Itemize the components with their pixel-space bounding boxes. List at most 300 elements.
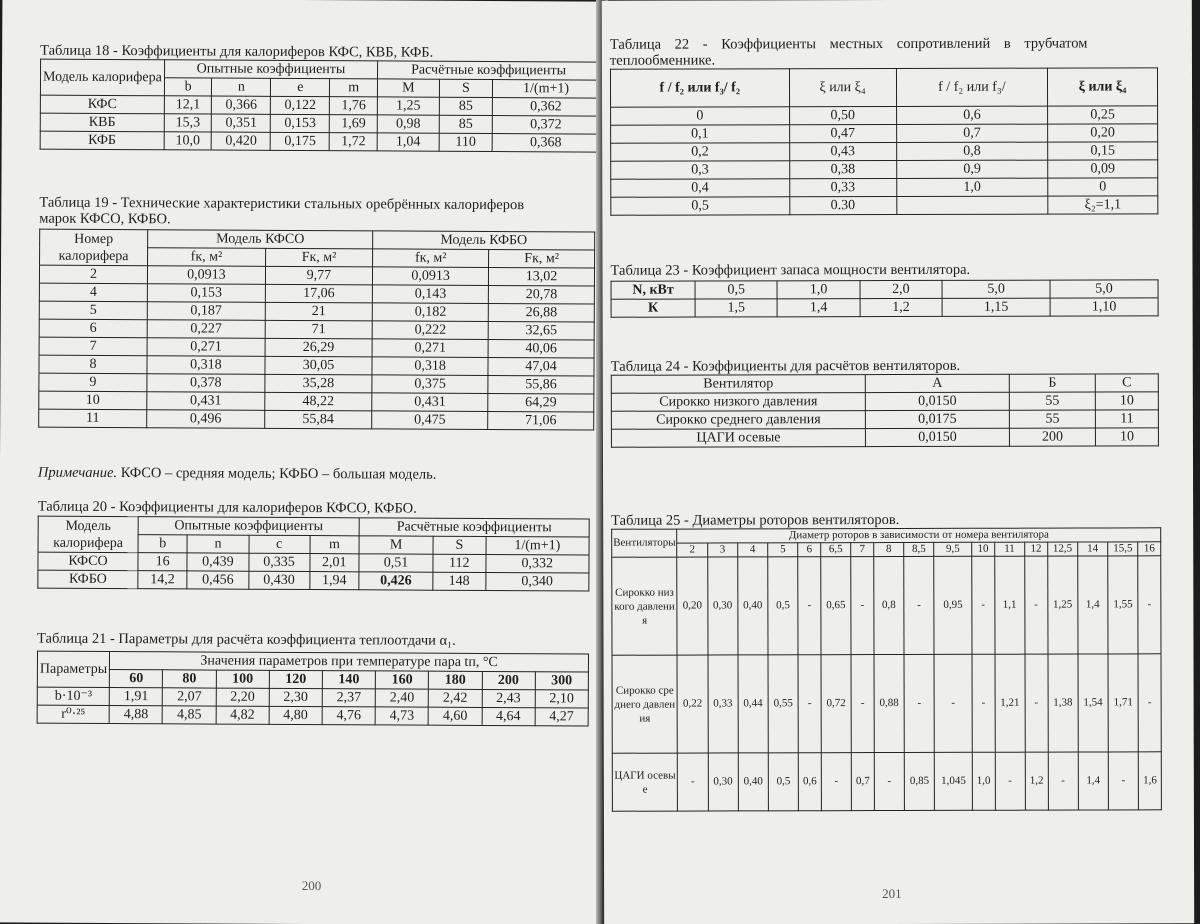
table-cell: 2,40	[375, 689, 428, 707]
table-cell: 48,22	[265, 392, 372, 411]
table-cell: f / f₂ или f₃/	[896, 68, 1047, 106]
table-cell: 8	[874, 542, 904, 556]
table-21-param-header: Параметры	[37, 651, 110, 687]
table-cell: 0,0150	[865, 392, 1009, 410]
table-cell: 12,5	[1047, 542, 1077, 556]
table-cell: 0,7	[851, 753, 874, 811]
table-cell: 11	[994, 542, 1024, 556]
table-20-model-header: Модель калорифера	[38, 516, 138, 553]
table-cell: 0,143	[373, 285, 489, 304]
table-row	[611, 178, 1158, 197]
table-cell: b	[138, 535, 187, 553]
table-cell: 8	[39, 355, 147, 374]
table-cell: m	[330, 79, 378, 97]
table-cell: -	[874, 752, 904, 810]
table-cell: 0,496	[147, 410, 265, 429]
table-cell: 0,98	[377, 115, 439, 133]
table-cell: 1,1	[994, 556, 1024, 654]
table-cell: -	[972, 556, 995, 654]
table-cell: 0,0913	[373, 267, 489, 286]
table-18-model-header: Модель калорифера	[40, 59, 164, 96]
table-cell: 0,5	[768, 557, 798, 655]
table-cell: -	[798, 655, 821, 753]
table-cell: b	[164, 78, 212, 96]
table-cell: 0,15	[1048, 142, 1158, 160]
table-cell: -	[972, 654, 995, 752]
table-19-kfso-header: Модель КФСО	[148, 230, 373, 249]
table-cell: ξ или ξ₄	[789, 69, 896, 107]
table-row	[40, 131, 599, 152]
table-cell: 0,8	[874, 556, 904, 654]
table-cell: 0,456	[187, 571, 248, 589]
table-24	[611, 373, 1159, 447]
table-cell: 0,187	[147, 302, 265, 321]
table-cell: 0,40	[738, 557, 768, 655]
table-cell: 100	[216, 670, 269, 688]
table-cell: 0,368	[492, 134, 599, 153]
table-18	[40, 59, 600, 153]
table-cell: 13,02	[489, 267, 595, 286]
table-cell: 0,40	[738, 753, 768, 811]
table-cell: 1,94	[309, 572, 358, 590]
table-row	[612, 752, 1161, 811]
table-cell: 0,3	[611, 161, 790, 179]
table-cell: 55,86	[488, 375, 594, 394]
table-cell: 14	[1078, 542, 1108, 556]
table-row	[37, 705, 588, 726]
table-cell: 0,88	[874, 654, 904, 752]
table-row	[611, 106, 1158, 125]
table-cell: 2,10	[535, 690, 588, 708]
table-cell: 55	[1009, 410, 1095, 428]
table-row	[39, 409, 594, 430]
table-cell: 2	[677, 543, 707, 557]
table-cell: 0,5	[611, 197, 790, 215]
table-cell: 1/(m+1)	[493, 80, 600, 99]
table-cell: 0,222	[372, 321, 488, 340]
table-20-caption: Таблица 20 - Коэффициенты для калориферов КФСО, КФБО.	[37, 498, 417, 517]
table-cell: 4	[738, 543, 768, 557]
table-cell: ξ₂=1,1	[1048, 196, 1158, 214]
table-cell: 0,318	[147, 356, 265, 375]
table-cell: S	[433, 536, 486, 554]
table-cell: -	[1025, 654, 1048, 752]
table-row	[611, 196, 1158, 215]
table-cell: 12,1	[164, 96, 212, 114]
table-cell: 17,06	[265, 284, 372, 303]
table-cell: 1,6	[1138, 752, 1161, 810]
table-cell: Сирокко низкого давления	[611, 393, 865, 412]
table-21	[37, 651, 589, 727]
table-cell: КФСО	[38, 552, 138, 571]
table-cell: 2,42	[429, 689, 482, 707]
table-cell: 300	[535, 672, 588, 690]
table-cell: КФС	[40, 95, 164, 114]
table-cell: 120	[269, 670, 322, 688]
table-cell: 1,0	[777, 281, 859, 299]
table-19-caption-line1: Таблица 19 - Технические характеристики стальных оребрённых калориферов	[39, 194, 525, 214]
table-cell: -	[851, 557, 874, 655]
table-cell: -	[821, 753, 851, 811]
table-cell: 0,153	[147, 284, 265, 303]
note	[38, 465, 437, 484]
table-cell: 2,37	[322, 689, 375, 707]
table-cell: 0,2	[611, 143, 790, 161]
table-cell: 80	[163, 670, 216, 688]
table-cell: 4,82	[216, 706, 269, 724]
table-cell: 0,7	[896, 124, 1047, 142]
table-cell: 6	[39, 319, 147, 338]
table-cell: 0,122	[271, 96, 330, 114]
table-cell: -	[934, 654, 972, 752]
table-cell: 0,426	[359, 572, 433, 590]
table-cell: 1/(m+1)	[486, 536, 589, 555]
table-cell: fк, м²	[148, 248, 266, 267]
table-cell: 0,0175	[865, 410, 1009, 428]
table-cell: 0,182	[372, 303, 488, 322]
table-cell: 1,15	[942, 298, 1050, 316]
table-cell: n	[212, 78, 271, 96]
table-cell: 40,06	[488, 339, 594, 358]
table-22-caption-line2: теплообменнике.	[609, 52, 716, 69]
table-cell: 0,44	[738, 655, 768, 753]
table-cell: 1,2	[1025, 752, 1048, 810]
table-cell: Fк, м²	[489, 249, 595, 268]
table-cell: 4,85	[163, 706, 216, 724]
table-cell: 2	[39, 265, 147, 284]
table-cell: 1,55	[1108, 556, 1138, 654]
table-cell: 0,362	[492, 98, 599, 117]
table-cell: 9,5	[934, 542, 972, 556]
table-cell: -	[904, 654, 934, 752]
table-cell: 0,475	[372, 411, 488, 430]
note-text: КФСО – средняя модель; КФБО – большая модель.	[120, 465, 437, 483]
table-cell: 0,43	[789, 143, 896, 161]
table-cell: 0,431	[372, 393, 488, 412]
table-cell: 11	[1095, 410, 1158, 428]
table-cell: 4,73	[375, 707, 428, 725]
table-25	[611, 527, 1162, 811]
table-cell: 0,95	[934, 556, 972, 654]
table-18-exp-header: Опытные коэффициенты	[164, 60, 377, 79]
table-cell: 30,05	[265, 356, 372, 375]
table-cell: 0,30	[708, 753, 738, 811]
right-page	[602, 0, 1194, 924]
table-cell: Вентилятор	[611, 375, 865, 394]
table-row	[38, 570, 589, 591]
table-cell: 0,33	[789, 179, 896, 197]
table-cell: 0,4	[611, 179, 790, 197]
table-cell: M	[377, 79, 439, 97]
table-cell: 3	[707, 543, 737, 557]
table-cell: 85	[439, 97, 492, 115]
table-25-numbers-row	[612, 542, 1161, 557]
table-cell: 0,271	[147, 338, 265, 357]
table-cell: 1,21	[995, 654, 1025, 752]
table-21-values-header: Значения параметров при температуре пара tп, °С	[110, 652, 589, 673]
table-cell: 85	[439, 115, 492, 133]
page-number-right: 201	[882, 885, 902, 902]
table-cell: 0,340	[485, 572, 588, 591]
table-cell: f / f₂ или f₃/ f₂	[610, 69, 789, 107]
table-cell: 160	[375, 671, 428, 689]
table-cell: 0,227	[147, 320, 265, 339]
table-25-caption: Таблица 25 - Диаметры роторов вентиляторов.	[611, 511, 900, 529]
table-cell: 0,5	[695, 281, 777, 299]
table-cell: 0,175	[271, 132, 330, 150]
table-cell: КВБ	[40, 113, 164, 132]
note-label: Примечание.	[37, 464, 118, 482]
table-cell: 55,84	[264, 410, 371, 429]
table-row	[611, 142, 1158, 161]
table-cell: r⁰·²⁵	[37, 705, 109, 723]
table-cell: -	[1025, 556, 1048, 654]
table-cell: 1,4	[1078, 556, 1108, 654]
table-cell: 0,372	[492, 116, 599, 135]
table-cell: 4,60	[428, 707, 481, 725]
table-cell: 200	[482, 671, 535, 689]
table-cell: 1,5	[695, 299, 777, 317]
table-row	[611, 392, 1158, 411]
table-19	[38, 229, 595, 431]
table-cell: 2,20	[216, 688, 269, 706]
table-cell: 200	[1009, 428, 1095, 446]
table-cell: e	[271, 78, 330, 96]
table-cell: 5	[768, 543, 798, 557]
table-cell: 26,29	[265, 338, 372, 357]
table-cell: 16	[1138, 542, 1161, 556]
table-cell: 0,430	[248, 571, 309, 589]
table-cell: Сирокко среднего давления	[611, 411, 865, 430]
table-cell: 0,153	[271, 114, 330, 132]
table-cell: 21	[265, 302, 372, 321]
table-row	[611, 280, 1158, 299]
table-cell: 0,20	[1048, 124, 1158, 142]
table-cell: 10	[1095, 392, 1158, 410]
table-cell: 11	[39, 409, 147, 428]
table-cell: M	[359, 536, 433, 554]
table-cell: 4,27	[535, 708, 588, 726]
table-25-fan-header: Вентиляторы	[612, 529, 677, 557]
table-cell: 0,5	[768, 753, 798, 811]
table-cell: 1,045	[935, 752, 973, 810]
table-cell: ξ или ξ₄	[1048, 68, 1158, 106]
table-cell: 0,318	[372, 357, 488, 376]
table-20-calc-header: Расчётные коэффициенты	[359, 518, 589, 537]
table-cell: 10	[972, 542, 995, 556]
table-cell: -	[1138, 654, 1161, 752]
table-cell: 6	[798, 543, 821, 557]
table-cell: 10,0	[164, 132, 212, 150]
table-cell: 0,351	[212, 114, 271, 132]
table-cell: 0	[611, 107, 790, 125]
table-cell: Fк, м²	[265, 248, 372, 267]
table-cell: Сирокко низкого давления	[612, 557, 678, 655]
table-cell: 10	[1096, 428, 1159, 446]
table-row	[612, 654, 1161, 753]
table-23-caption: Таблица 23 - Коэффициент запаса мощности вентилятора.	[610, 261, 971, 279]
table-cell: 1,91	[110, 688, 163, 706]
table-cell: 9	[39, 373, 147, 392]
table-22-header-row	[610, 68, 1157, 107]
table-cell: m	[310, 536, 359, 554]
table-cell: 1,25	[377, 97, 439, 115]
table-cell: -	[678, 753, 708, 811]
table-cell: 1,0	[972, 752, 995, 810]
table-cell: 0.30	[789, 197, 896, 215]
table-cell: -	[1048, 752, 1078, 810]
table-cell: 112	[433, 554, 486, 572]
table-cell: 64,29	[488, 393, 594, 412]
table-cell: 0,420	[212, 132, 271, 150]
table-cell: 0,0913	[147, 266, 265, 285]
table-cell: b·10⁻³	[37, 687, 109, 705]
table-cell: 1,69	[330, 115, 378, 133]
table-cell: 0,439	[187, 553, 248, 571]
table-cell: 0,0150	[865, 428, 1009, 446]
table-cell: 0,6	[798, 753, 821, 811]
table-22	[610, 67, 1158, 215]
table-18-caption: Таблица 18 - Коэффициенты для калориферов КФС, КВБ, КФБ.	[40, 42, 434, 61]
table-cell: Сирокко среднего давления	[612, 655, 678, 753]
table-cell: 2,0	[860, 280, 942, 298]
table-row	[612, 556, 1161, 655]
table-cell: 4,64	[482, 707, 535, 725]
table-cell: 2,07	[163, 688, 216, 706]
table-cell: 7	[39, 337, 147, 356]
table-cell: 1,10	[1050, 298, 1158, 316]
table-row	[611, 298, 1158, 317]
table-cell: 0,65	[821, 557, 851, 655]
table-cell: 14,2	[138, 571, 187, 589]
table-cell: 15,3	[164, 114, 212, 132]
table-19-num-header: Номер калорифера	[40, 229, 148, 266]
table-cell: К	[611, 299, 695, 317]
table-23	[611, 279, 1159, 317]
table-cell: N, кВт	[611, 281, 695, 299]
table-cell: 47,04	[488, 357, 594, 376]
table-cell: 0,30	[707, 557, 737, 655]
table-cell: 0,47	[789, 125, 896, 143]
table-24-header-row	[611, 374, 1158, 393]
table-cell: fк, м²	[373, 249, 489, 268]
table-cell: 0	[1048, 178, 1158, 196]
table-cell: 1,04	[377, 133, 439, 151]
table-25-diam-header: Диаметр роторов в зависимости от номера вентилятора	[677, 528, 1161, 543]
table-cell: 71,06	[488, 411, 594, 430]
table-21-caption: Таблица 21 - Параметры для расчёта коэффициента теплоотдачи α₁.	[37, 630, 456, 649]
table-cell: 0,22	[677, 655, 707, 753]
table-row	[611, 160, 1158, 179]
table-cell: -	[851, 655, 874, 753]
table-cell: 7	[851, 543, 874, 557]
table-cell: 10	[39, 391, 147, 410]
table-cell: 1,0	[896, 178, 1047, 196]
table-cell: 0,9	[896, 160, 1047, 178]
table-cell: 1,4	[777, 299, 859, 317]
table-cell: 4,76	[322, 707, 375, 725]
table-cell: 1,72	[330, 133, 378, 151]
table-cell: 2,30	[269, 688, 322, 706]
table-cell: 0,09	[1048, 160, 1158, 178]
table-cell: -	[1138, 556, 1161, 654]
table-cell: 0,366	[212, 96, 271, 114]
table-cell: 0,72	[821, 655, 851, 753]
table-cell: 9,77	[265, 266, 372, 285]
table-cell: 0,271	[372, 339, 488, 358]
table-20	[37, 516, 589, 592]
table-cell: 0,51	[359, 554, 433, 572]
table-cell: 32,65	[488, 321, 594, 340]
table-cell: КФБ	[40, 131, 164, 150]
table-cell: -	[798, 557, 821, 655]
table-cell: 2,43	[482, 689, 535, 707]
table-cell: ЦАГИ осевые	[612, 753, 678, 811]
table-cell: ЦАГИ осевые	[611, 429, 865, 448]
table-cell: c	[249, 535, 310, 553]
table-cell: 12	[1025, 542, 1048, 556]
table-cell: 1,2	[860, 298, 942, 316]
table-cell: 0,8	[896, 142, 1047, 160]
table-cell: 8,5	[904, 542, 934, 556]
table-cell: 4	[39, 283, 147, 302]
table-cell: 0,55	[768, 655, 798, 753]
table-20-exp-header: Опытные коэффициенты	[138, 517, 359, 536]
page-number-left: 200	[301, 878, 322, 894]
table-cell: 15,5	[1108, 542, 1138, 556]
table-cell: 180	[429, 671, 482, 689]
table-cell: 26,88	[488, 303, 594, 322]
table-cell: 6,5	[821, 543, 851, 557]
table-cell: S	[439, 79, 492, 97]
table-18-calc-header: Расчётные коэффициенты	[378, 61, 600, 80]
table-cell: 1,38	[1048, 654, 1078, 752]
table-cell: 4,80	[269, 706, 322, 724]
table-cell: 0,332	[486, 554, 589, 573]
table-cell: 0,20	[677, 557, 707, 655]
table-cell: 110	[439, 133, 492, 151]
table-cell: 0,33	[708, 655, 738, 753]
table-cell: 1,54	[1078, 654, 1108, 752]
table-cell	[896, 196, 1047, 214]
table-row	[611, 428, 1158, 447]
table-22-caption-line1: Таблица 22 - Коэффициенты местных сопротивлений в трубчатом	[609, 35, 1088, 53]
table-cell: КФБО	[38, 570, 138, 589]
table-cell: 2,01	[310, 554, 359, 572]
table-cell: С	[1095, 374, 1158, 392]
table-cell: 0,85	[904, 752, 934, 810]
table-cell: 0,25	[1048, 106, 1158, 124]
table-24-caption: Таблица 24 - Коэффициенты для расчётов вентиляторов.	[610, 357, 961, 375]
table-row	[611, 410, 1158, 429]
table-cell: 0,378	[147, 374, 265, 393]
table-cell: -	[1108, 752, 1138, 810]
table-cell: 1,4	[1078, 752, 1108, 810]
table-cell: 0,431	[147, 392, 265, 411]
table-cell: 55	[1009, 392, 1095, 410]
table-cell: 60	[110, 670, 163, 688]
table-cell: 1,76	[330, 97, 378, 115]
table-cell: 35,28	[265, 374, 372, 393]
table-cell: 0,38	[789, 161, 896, 179]
table-cell: 5,0	[1050, 280, 1158, 298]
table-cell: 140	[322, 671, 375, 689]
table-cell: 1,25	[1047, 556, 1077, 654]
table-cell: -	[904, 556, 934, 654]
table-cell: 0,335	[248, 553, 309, 571]
table-row	[611, 124, 1158, 143]
table-cell: 1,71	[1108, 654, 1138, 752]
